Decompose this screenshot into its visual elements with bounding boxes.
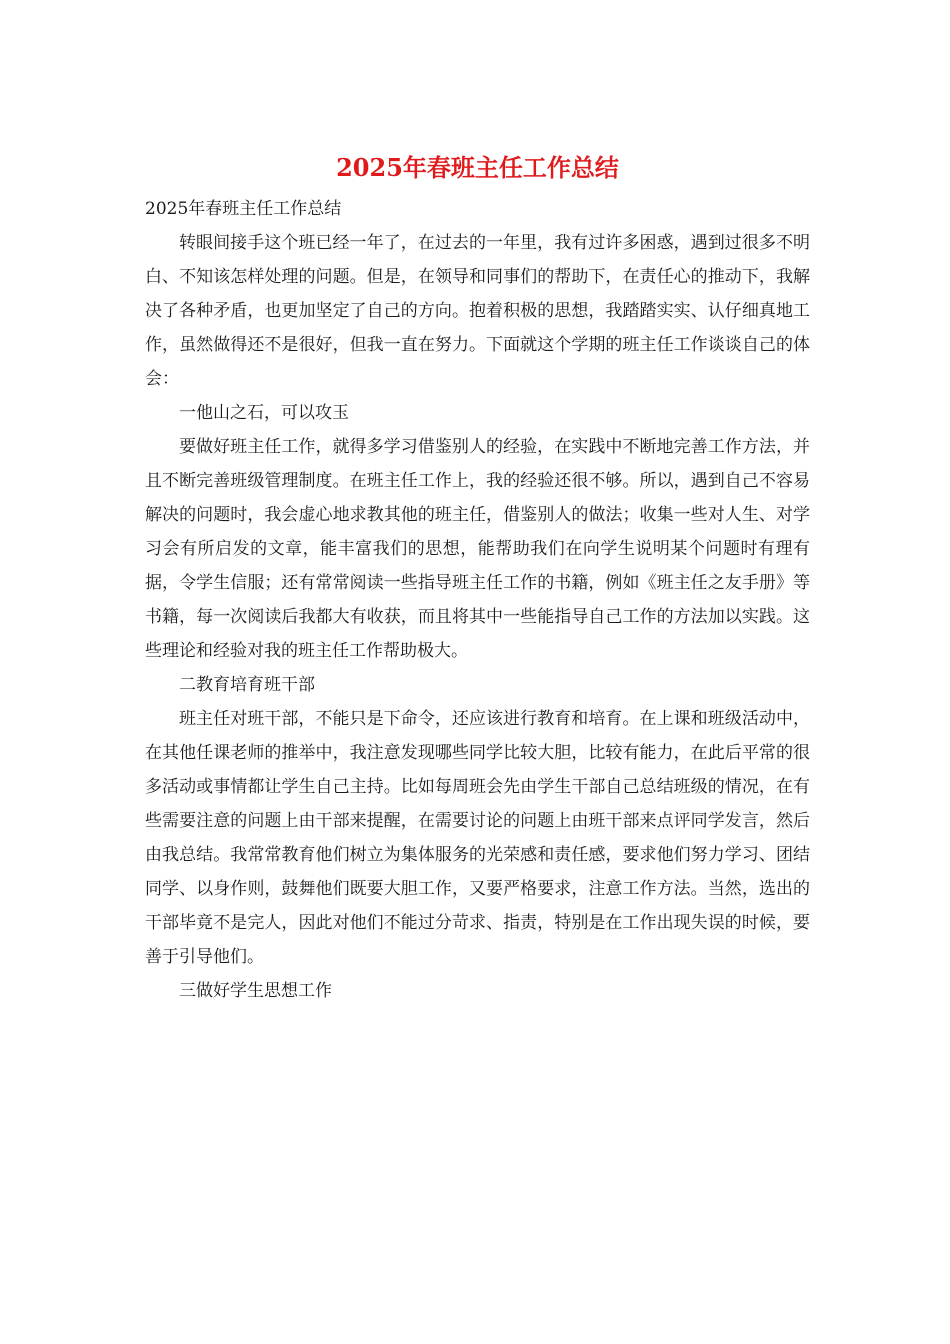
intro-paragraph: 转眼间接手这个班已经一年了，在过去的一年里，我有过许多困惑，遇到过很多不明白、不知该怎样处理的问题。但是，在领导和同事们的帮助下，在责任心的推动下，我解决了各种矛盾，也更加坚定了自己的方向。抱着积极的思想，我踏踏实实、认仔细真地工作，虽然做得还不是很好，但我一直在努力。下面就这个学期的班主任工作谈谈自己的体会： [145,233,810,389]
section-heading-3: 三做好学生思想工作 [179,981,332,1001]
section-body-1: 要做好班主任工作，就得多学习借鉴别人的经验，在实践中不断地完善工作方法，并且不断完善班级管理制度。在班主任工作上，我的经验还很不够。所以，遇到自己不容易解决的问题时，我会虚心地求教其他的班主任，借鉴别人的做法；收集一些对人生、对学习会有所启发的文章，能丰富我们的思想，能帮助我们在向学生说明某个问题时有理有据，令学生信服；还有常常阅读一些指导班主任工作的书籍，例如《班主任之友手册》等书籍，每一次阅读后我都大有收获，而且将其中一些能指导自己工作的方法加以实践。这些理论和经验对我的班主任工作帮助极大。 [145,437,810,661]
section-heading-1: 一他山之石，可以攻玉 [179,403,349,423]
section-body-2: 班主任对班干部，不能只是下命令，还应该进行教育和培育。在上课和班级活动中，在其他任课老师的推举中，我注意发现哪些同学比较大胆，比较有能力，在此后平常的很多活动或事情都让学生自己主持。比如每周班会先由学生干部自己总结班级的情况，在有些需要注意的问题上由干部来提醒，在需要讨论的问题上由班干部来点评同学发言，然后由我总结。我常常教育他们树立为集体服务的光荣感和责任感，要求他们努力学习、团结同学、以身作则，鼓舞他们既要大胆工作，又要严格要求，注意工作方法。当然，选出的干部毕竟不是完人，因此对他们不能过分苛求、指责，特别是在工作出现失误的时候，要善于引导他们。 [145,709,810,967]
document-subtitle: 2025年春班主任工作总结 [145,199,342,219]
document-title: 2025年春班主任工作总结 [336,153,619,182]
section-heading-2: 二教育培育班干部 [179,675,315,695]
document-page [145,150,810,1008]
